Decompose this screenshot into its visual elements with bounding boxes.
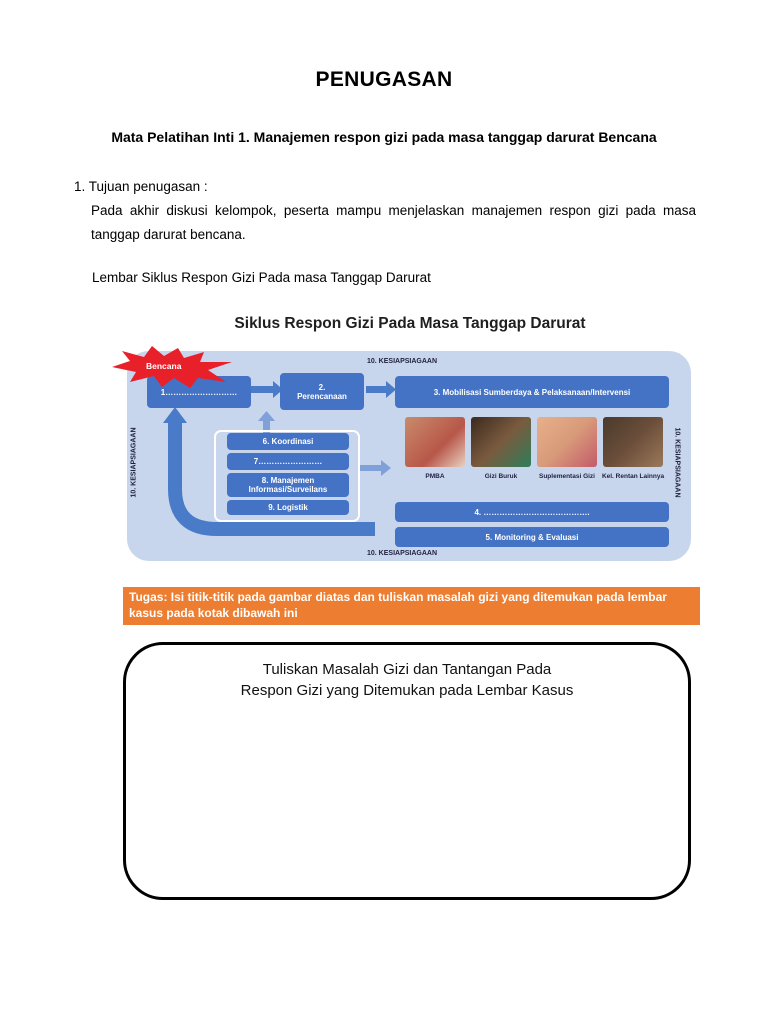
step-5-box: 5. Monitoring & Evaluasi: [395, 527, 669, 547]
section-heading: 1. Tujuan penugasan :: [74, 179, 208, 194]
step-3-box: 3. Mobilisasi Sumberdaya & Pelaksanaan/Intervensi: [395, 376, 669, 408]
step-1-box: 1………………………: [147, 376, 251, 408]
step-9-box: 9. Logistik: [227, 500, 349, 515]
gizi-buruk-photo: [471, 417, 531, 467]
photo-caption: Suplementasi Gizi: [539, 473, 595, 480]
kesiapsiagaan-right-label: 10. KESIAPSIAGAAN: [673, 427, 681, 498]
kesiapsiagaan-bottom-label: 10. KESIAPSIAGAAN: [367, 550, 438, 557]
page-title: PENUGASAN: [315, 68, 453, 91]
pmba-photo: [405, 417, 465, 467]
diagram-title: Siklus Respon Gizi Pada Masa Tanggap Darurat: [234, 315, 586, 332]
kesiapsiagaan-left-label: 10. KESIAPSIAGAAN: [130, 427, 138, 498]
photo-caption: Kel. Rentan Lainnya: [601, 473, 665, 480]
answer-box[interactable]: [123, 642, 691, 900]
worksheet-label: Lembar Siklus Respon Gizi Pada masa Tanggap Darurat: [92, 270, 431, 285]
kesiapsiagaan-top-label: 10. KESIAPSIAGAAN: [367, 358, 438, 365]
step-7-box: 7……………………: [227, 453, 349, 470]
photo-caption: Gizi Buruk: [484, 473, 518, 480]
suplementasi-photo: [537, 417, 597, 467]
kel-rentan-photo: [603, 417, 663, 467]
photo-caption: PMBA: [425, 473, 445, 480]
objective-paragraph: Pada akhir diskusi kelompok, peserta mampu menjelaskan manajemen respon gizi pada masa tanggap darurat bencana.: [91, 203, 696, 242]
step-8-box: 8. Manajemen Informasi/Surveilans: [227, 473, 349, 497]
bencana-label: Bencana: [146, 361, 182, 371]
assignment-instruction: Tugas: Isi titik-titik pada gambar diatas dan tuliskan masalah gizi yang ditemukan pada lembar kasus pada kotak dibawah ini: [123, 587, 700, 625]
step-6-box: 6. Koordinasi: [227, 433, 349, 450]
answer-box-title: Tuliskan Masalah Gizi dan Tantangan Pada Respon Gizi yang Ditemukan pada Lembar Kasus: [240, 661, 574, 699]
course-subtitle: Mata Pelatihan Inti 1. Manajemen respon gizi pada masa tanggap darurat Bencana: [111, 129, 657, 145]
step-4-box: 4. ………………………………….: [395, 502, 669, 522]
step-2-box: 2. Perencanaan: [280, 373, 364, 410]
